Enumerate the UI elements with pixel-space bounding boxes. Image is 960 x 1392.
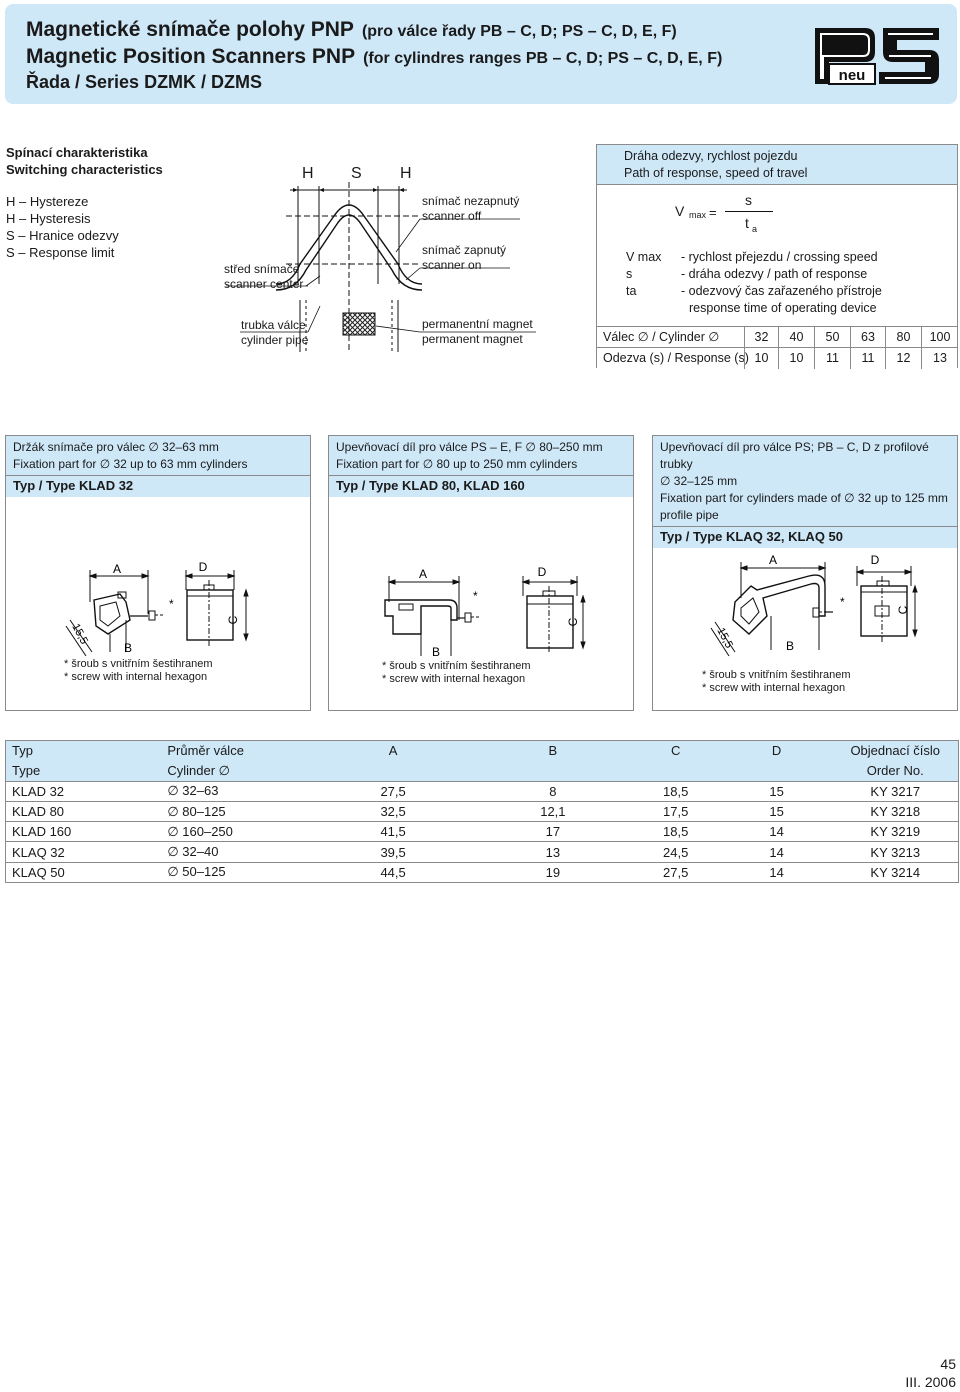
table-row	[6, 862, 959, 882]
formula-denominator-sub: a	[752, 224, 758, 234]
panel-note	[382, 660, 531, 686]
table-row	[6, 822, 959, 842]
legend-item: H – Hysteresis	[6, 211, 91, 226]
label-h-right: H	[400, 165, 412, 182]
table-cell: KLAD 80	[6, 801, 162, 821]
switching-title	[6, 144, 163, 178]
cylinder-pipe-label	[241, 318, 308, 348]
cylinder-row	[597, 326, 957, 348]
table-cell: 27,5	[311, 781, 475, 801]
dim-d: D	[870, 553, 880, 567]
panel-line: Upevňovací díl pro válce PS; PB – C, D z profilové trubky	[660, 440, 929, 471]
title-cz	[26, 18, 677, 42]
note-cz: * šroub s vnitřním šestihranem	[382, 660, 531, 672]
table-cell: 14	[721, 862, 833, 882]
klad32-drawing	[6, 556, 312, 656]
label-h-left: H	[302, 165, 314, 182]
response-header	[597, 145, 957, 185]
cylinder-pipe-en: cylinder pipe	[241, 333, 309, 347]
response-header-en: Path of response, speed of travel	[624, 166, 808, 180]
header-cell: Typ	[6, 741, 162, 761]
table-row	[6, 801, 959, 821]
header-cell: Cylinder ∅	[161, 761, 311, 781]
table-cell: 15	[721, 781, 833, 801]
label-s: S	[351, 165, 362, 182]
header-cell	[631, 761, 721, 781]
formula-denominator: t	[745, 215, 749, 231]
dim-a: A	[112, 562, 122, 576]
permanent-magnet-en: permanent magnet	[422, 332, 523, 346]
response-cell: 10	[778, 348, 814, 369]
table-cell: ∅ 32–40	[161, 842, 311, 862]
page-header	[5, 4, 957, 104]
table-cell: KLAQ 50	[6, 862, 162, 882]
table-cell: ∅ 80–125	[161, 801, 311, 821]
response-cell: 11	[814, 348, 850, 369]
dim-c: C	[226, 615, 240, 625]
dim-a: A	[418, 567, 428, 581]
panel-description	[653, 436, 957, 527]
title-en-sub: (for cylindres ranges PB – C, D; PS – C, D, E, F)	[363, 50, 723, 67]
screw-star: *	[840, 595, 845, 609]
cylinder-row-label: Válec ∅ / Cylinder ∅	[603, 330, 720, 344]
def-text: - odezvový čas zařazeného přístroje	[681, 284, 882, 298]
panel-line: profile pipe	[660, 508, 719, 522]
panel-line: Držák snímače pro válec ∅ 32–63 mm	[13, 440, 219, 454]
panel-line: Fixation part for ∅ 80 up to 250 mm cylinders	[336, 457, 578, 471]
page-number: 45	[940, 1356, 956, 1372]
dim-b: B	[431, 645, 441, 658]
note-en: * screw with internal hexagon	[64, 671, 208, 683]
scanner-center-label	[224, 262, 303, 292]
header-cell: Type	[6, 761, 162, 781]
table-header-row	[6, 761, 959, 781]
scanner-on-label	[422, 243, 506, 273]
table-cell: 44,5	[311, 862, 475, 882]
table-cell: 12,1	[475, 801, 631, 821]
page-footer	[905, 1355, 956, 1391]
def-symbol: V max	[626, 250, 662, 264]
response-header-cz: Dráha odezvy, rychlost pojezdu	[624, 149, 798, 163]
note-en: * screw with internal hexagon	[702, 682, 846, 694]
def-symbol: s	[626, 267, 633, 281]
table-cell: 18,5	[631, 822, 721, 842]
switching-title-cz: Spínací charakteristika	[6, 145, 148, 160]
panel-note	[64, 658, 213, 684]
cylinder-pipe-cz: trubka válce	[241, 318, 306, 332]
def-text: - dráha odezvy / path of response	[681, 267, 868, 281]
table-cell: KY 3218	[833, 801, 959, 821]
table-cell: 39,5	[311, 842, 475, 862]
table-cell: KY 3213	[833, 842, 959, 862]
cylinder-cell: 100	[921, 327, 958, 348]
cylinder-cell: 32	[744, 327, 778, 348]
header-cell: A	[311, 741, 475, 761]
note-en: * screw with internal hexagon	[382, 673, 526, 685]
table-cell: 17,5	[631, 801, 721, 821]
note-cz: * šroub s vnitřním šestihranem	[702, 669, 851, 681]
panel-description	[329, 436, 633, 476]
header-cell	[475, 761, 631, 781]
formula-numerator: s	[745, 192, 752, 208]
table-cell: ∅ 160–250	[161, 822, 311, 842]
ps-neu-logo	[813, 26, 941, 86]
dim-d: D	[198, 560, 208, 574]
note-cz: * šroub s vnitřním šestihranem	[64, 658, 213, 670]
table-row	[6, 842, 959, 862]
response-row-label: Odezva (s) / Response (s)	[603, 351, 749, 365]
panel-line: ∅ 32–125 mm	[660, 474, 738, 488]
publication-date: III. 2006	[905, 1374, 956, 1390]
response-cell: 11	[850, 348, 885, 369]
series-title: Řada / Series DZMK / DZMS	[26, 72, 263, 92]
header-cell	[721, 761, 833, 781]
scanner-on-cz: snímač zapnutý	[422, 243, 507, 257]
table-cell: 14	[721, 822, 833, 842]
legend-item: S – Response limit	[6, 245, 115, 260]
response-cell: 10	[744, 348, 778, 369]
response-row	[597, 347, 957, 369]
table-cell: 8	[475, 781, 631, 801]
switching-title-en: Switching characteristics	[6, 162, 163, 177]
table-cell: KLAD 160	[6, 822, 162, 842]
legend-item: S – Hranice odezvy	[6, 228, 119, 243]
formula-fraction-bar	[725, 211, 773, 212]
title-cz-sub: (pro válce řady PB – C, D; PS – C, D, E, F)	[361, 23, 677, 40]
cylinder-cell: 50	[814, 327, 850, 348]
klad80-drawing	[329, 558, 635, 658]
scanner-on-en: scanner on	[422, 258, 482, 272]
scanner-off-label	[422, 194, 519, 224]
header-cell: Objednací číslo	[833, 741, 959, 761]
svg-text:neu: neu	[838, 67, 866, 84]
fixation-panel-klad32	[5, 435, 311, 711]
dim-c: C	[566, 617, 580, 627]
formula-lhs: V	[675, 203, 685, 219]
fixation-panel-klad80	[328, 435, 634, 711]
table-cell: ∅ 50–125	[161, 862, 311, 882]
response-box	[596, 144, 958, 368]
header-cell: Order No.	[833, 761, 959, 781]
table-cell: KY 3219	[833, 822, 959, 842]
panel-type: Typ / Type KLAD 80, KLAD 160	[329, 476, 633, 497]
dim-b: B	[785, 639, 795, 653]
table-cell: 14	[721, 842, 833, 862]
title-cz-text: Magnetické snímače polohy PNP	[26, 18, 354, 41]
klaq-drawing	[653, 546, 959, 666]
cylinder-cell: 63	[850, 327, 885, 348]
header-cell	[311, 761, 475, 781]
table-cell: 13	[475, 842, 631, 862]
def-text: - rychlost přejezdu / crossing speed	[681, 250, 878, 264]
table-row	[6, 781, 959, 801]
panel-note	[702, 669, 851, 695]
header-cell: C	[631, 741, 721, 761]
header-cell: B	[475, 741, 631, 761]
panel-line: Fixation part for cylinders made of ∅ 32 up to 125 mm	[660, 491, 948, 505]
permanent-magnet-cz: permanentní magnet	[422, 317, 533, 331]
table-cell: KY 3217	[833, 781, 959, 801]
dim-b: B	[123, 641, 133, 655]
switching-legend	[6, 193, 119, 261]
dim-c: C	[896, 605, 910, 615]
table-cell: 19	[475, 862, 631, 882]
cylinder-cell: 40	[778, 327, 814, 348]
fixation-panel-klaq	[652, 435, 958, 711]
panel-line: Upevňovací díl pro válce PS – E, F ∅ 80–250 mm	[336, 440, 603, 454]
table-cell: 24,5	[631, 842, 721, 862]
header-cell: Průměr válce	[161, 741, 311, 761]
table-cell: KY 3214	[833, 862, 959, 882]
table-cell: 41,5	[311, 822, 475, 842]
legend-item: H – Hystereze	[6, 194, 89, 209]
formula-lhs-sub: max	[689, 210, 707, 220]
panel-type: Typ / Type KLAD 32	[6, 476, 310, 497]
permanent-magnet-label	[422, 317, 533, 347]
dim-size: 15,5	[714, 625, 736, 651]
cylinder-cell: 80	[885, 327, 921, 348]
scanner-off-en: scanner off	[422, 209, 482, 223]
table-cell: ∅ 32–63	[161, 781, 311, 801]
panel-description	[6, 436, 310, 476]
title-en-text: Magnetic Position Scanners PNP	[26, 45, 356, 68]
table-cell: 27,5	[631, 862, 721, 882]
scanner-center-en: scanner center	[224, 277, 304, 291]
def-text: response time of operating device	[689, 301, 877, 315]
table-cell: 18,5	[631, 781, 721, 801]
table-cell: KLAQ 32	[6, 842, 162, 862]
formula-equals: =	[709, 205, 717, 220]
title-en	[26, 45, 722, 69]
table-cell: 17	[475, 822, 631, 842]
order-table	[5, 740, 959, 883]
response-cell: 12	[885, 348, 921, 369]
screw-star: *	[169, 597, 174, 611]
table-cell: 32,5	[311, 801, 475, 821]
header-cell: D	[721, 741, 833, 761]
scanner-center-cz: střed snímače	[224, 262, 300, 276]
dim-size: 15,5	[69, 621, 91, 647]
dim-a: A	[768, 553, 778, 567]
dim-d: D	[537, 565, 547, 579]
panel-line: Fixation part for ∅ 32 up to 63 mm cylinders	[13, 457, 248, 471]
screw-star: *	[473, 589, 478, 603]
table-cell: KLAD 32	[6, 781, 162, 801]
scanner-off-cz: snímač nezapnutý	[422, 194, 520, 208]
table-cell: 15	[721, 801, 833, 821]
panel-type: Typ / Type KLAQ 32, KLAQ 50	[653, 527, 957, 548]
def-symbol: ta	[626, 284, 637, 298]
response-cell: 13	[921, 348, 958, 369]
table-header-row	[6, 741, 959, 761]
